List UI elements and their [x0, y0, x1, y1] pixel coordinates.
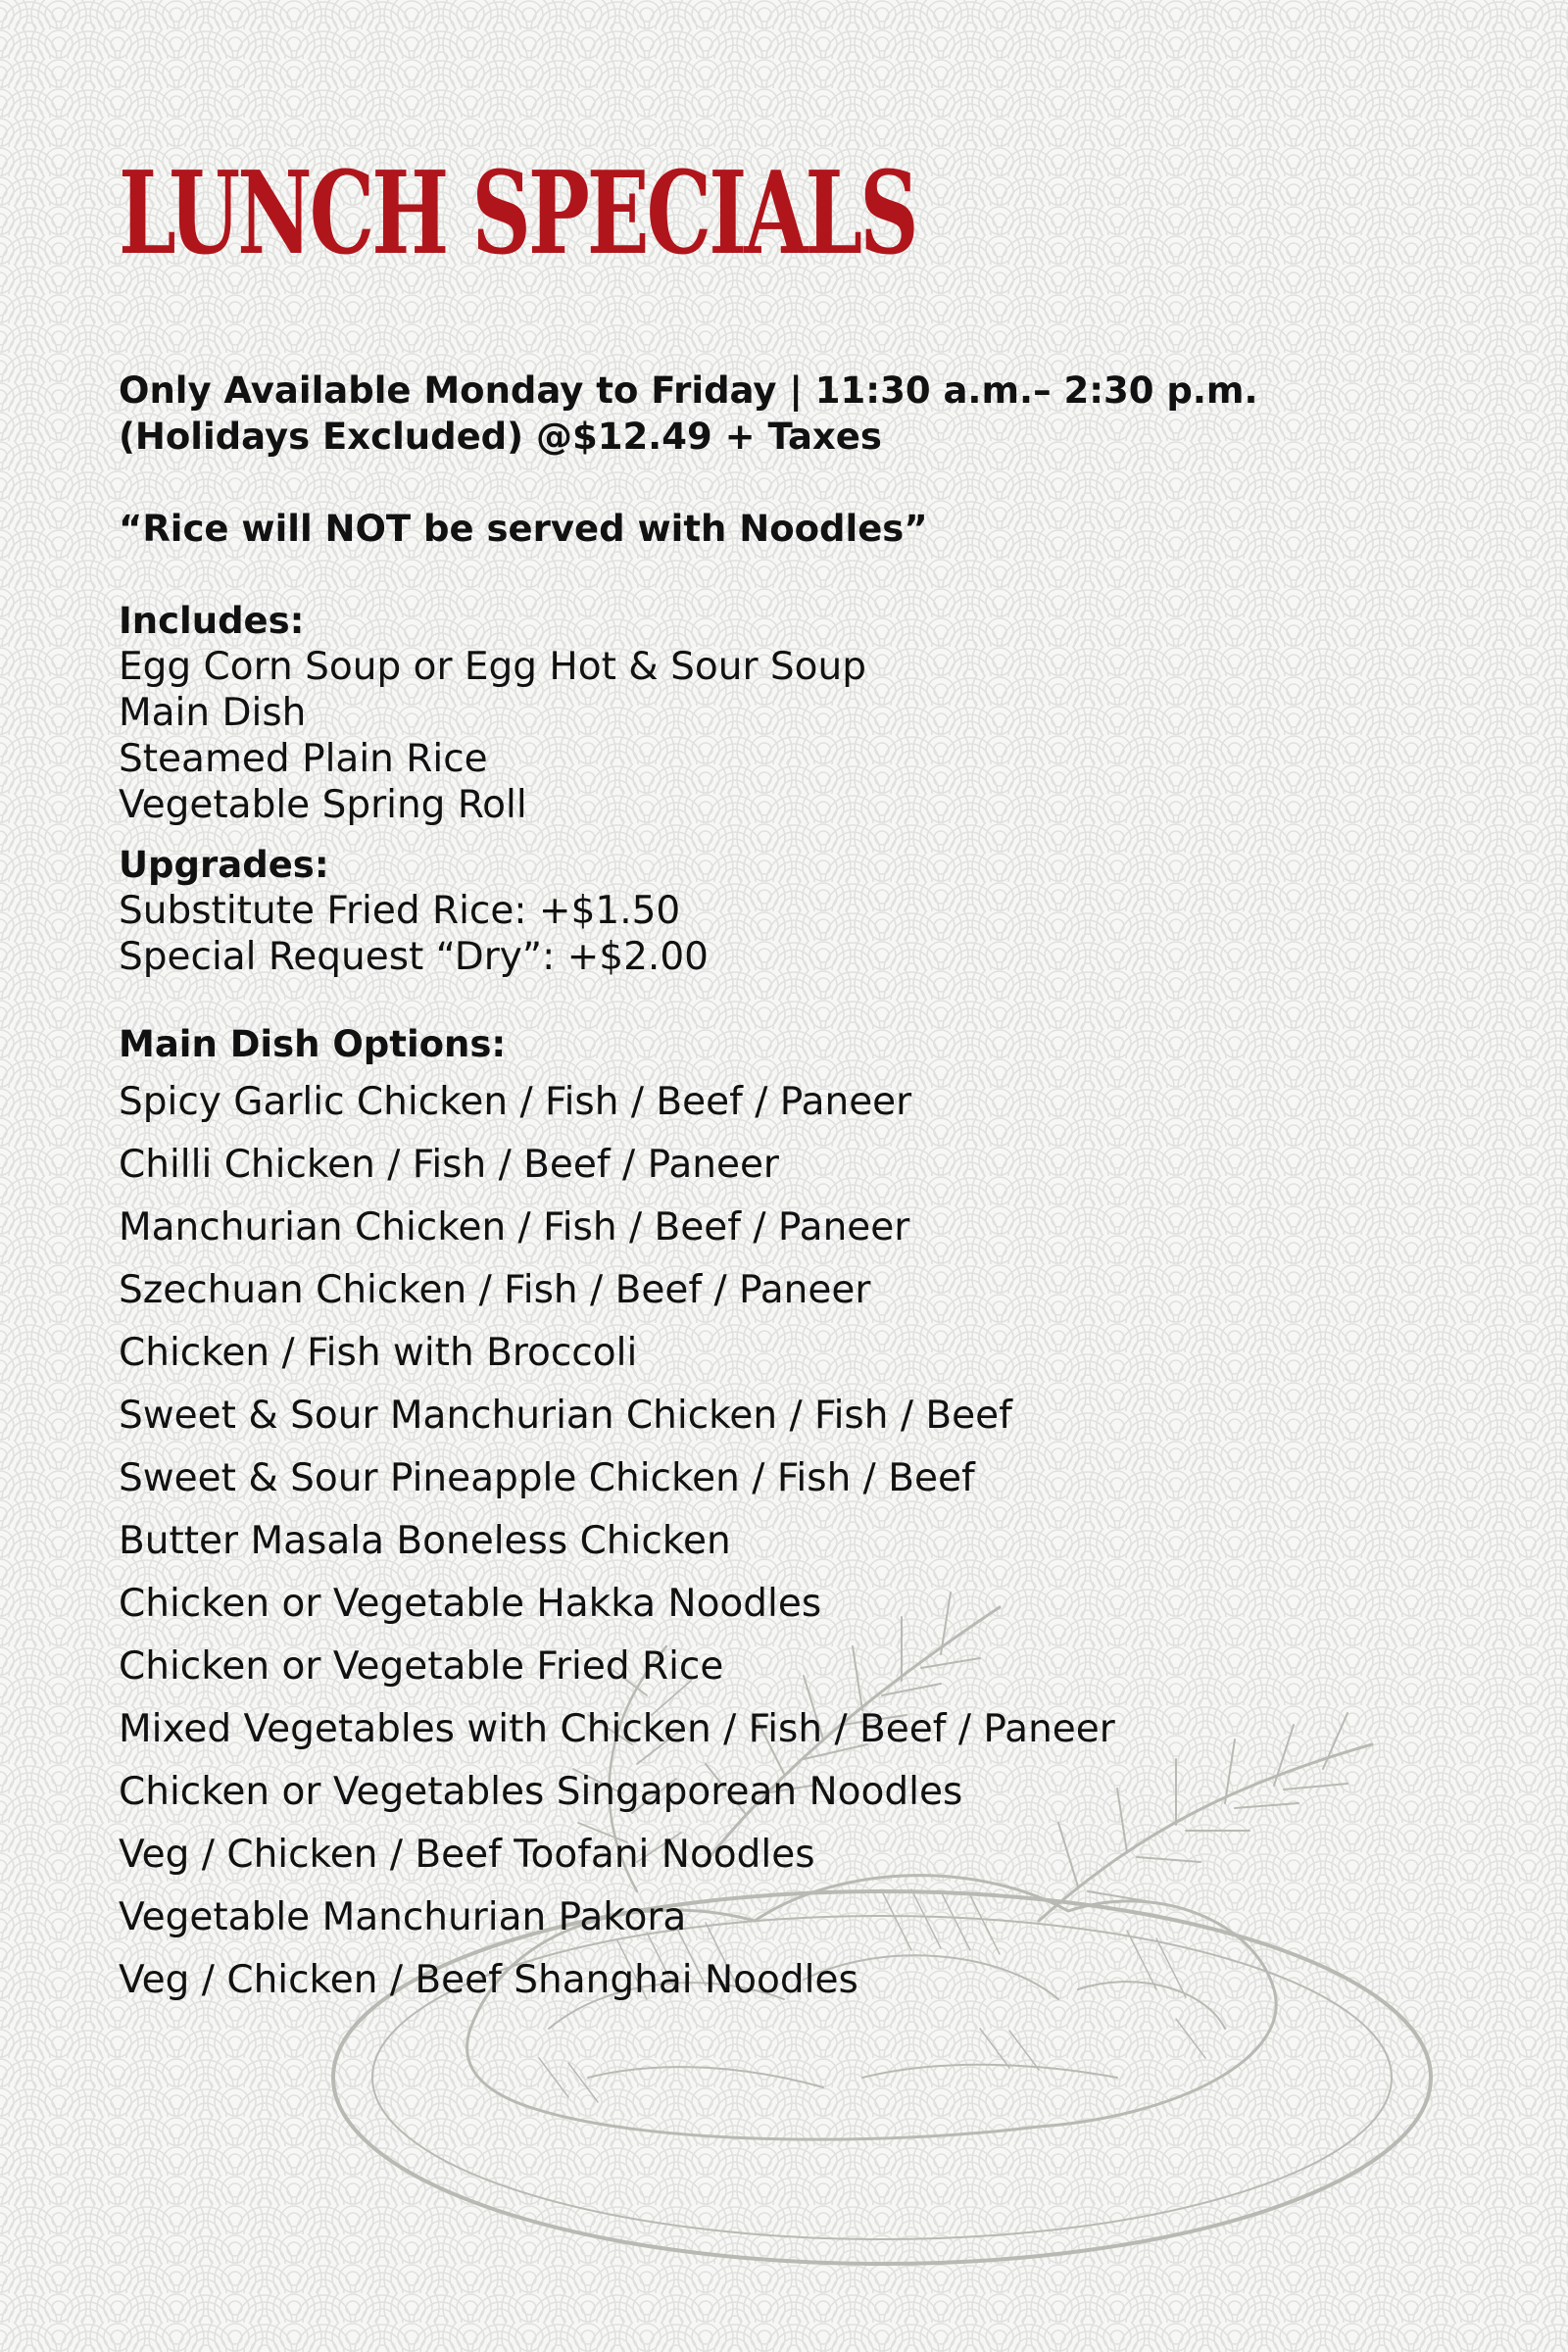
main-dish-option: Szechuan Chicken / Fish / Beef / Paneer	[119, 1268, 871, 1312]
includes-item: Main Dish	[119, 691, 307, 735]
main-dish-option: Sweet & Sour Pineapple Chicken / Fish / Beef	[119, 1456, 975, 1500]
upgrade-item: Substitute Fried Rice: +$1.50	[119, 889, 681, 933]
includes-item: Egg Corn Soup or Egg Hot & Sour Soup	[119, 645, 866, 689]
main-dish-option: Chicken or Vegetables Singaporean Noodles	[119, 1770, 963, 1814]
main-dish-option: Sweet & Sour Manchurian Chicken / Fish / Beef	[119, 1394, 1012, 1438]
main-dish-option: Veg / Chicken / Beef Shanghai Noodles	[119, 1958, 858, 2002]
upgrades-section	[119, 842, 1393, 980]
main-dish-options-section	[119, 1021, 1393, 2012]
upgrade-item: Special Request “Dry”: +$2.00	[119, 935, 709, 979]
availability-block	[119, 368, 1393, 460]
includes-item: Steamed Plain Rice	[119, 737, 488, 781]
main-dish-option: Mixed Vegetables with Chicken / Fish / Beef / Paneer	[119, 1707, 1115, 1751]
main-dish-option: Spicy Garlic Chicken / Fish / Beef / Paneer	[119, 1080, 912, 1124]
main-dish-option: Chicken / Fish with Broccoli	[119, 1331, 638, 1375]
availability-price: (Holidays Excluded) @$12.49 + Taxes	[119, 416, 882, 458]
availability-hours: Only Available Monday to Friday | 11:30 a.m.– 2:30 p.m.	[119, 369, 1258, 412]
main-dish-option: Veg / Chicken / Beef Toofani Noodles	[119, 1833, 815, 1877]
main-dish-options-heading: Main Dish Options:	[119, 1023, 507, 1065]
main-dish-option: Chilli Chicken / Fish / Beef / Paneer	[119, 1143, 779, 1187]
includes-item: Vegetable Spring Roll	[119, 783, 527, 827]
main-dish-option: Vegetable Manchurian Pakora	[119, 1895, 687, 1939]
main-dish-options-list	[119, 1071, 1393, 2012]
upgrades-heading: Upgrades:	[119, 844, 329, 886]
rice-noodles-note: “Rice will NOT be served with Noodles”	[119, 508, 928, 550]
main-dish-option: Manchurian Chicken / Fish / Beef / Paneer	[119, 1205, 910, 1250]
includes-heading: Includes:	[119, 600, 305, 642]
menu-content	[119, 147, 1393, 2012]
main-dish-option: Chicken or Vegetable Fried Rice	[119, 1644, 724, 1689]
includes-section	[119, 598, 1393, 828]
main-dish-option: Chicken or Vegetable Hakka Noodles	[119, 1582, 822, 1626]
page-title: LUNCH SPECIALS	[119, 147, 916, 280]
main-dish-option: Butter Masala Boneless Chicken	[119, 1519, 731, 1563]
